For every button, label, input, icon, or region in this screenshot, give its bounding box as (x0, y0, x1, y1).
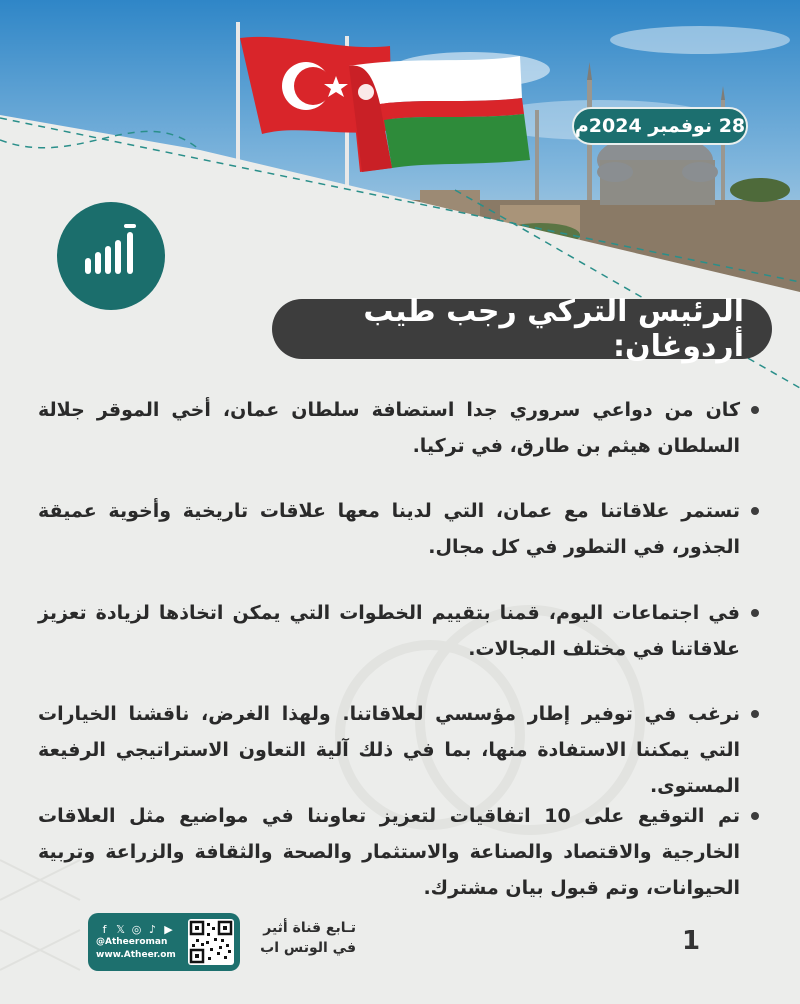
qr-code-icon[interactable] (188, 919, 234, 965)
atheer-logo (57, 202, 165, 310)
x-icon[interactable]: 𝕏 (116, 922, 125, 936)
page-title (272, 294, 772, 364)
list-item: كان من دواعي سروري جدا استضافة سلطان عمان، أخي الموقر جلالة السلطان هيثم بن طارق، في تركيا. (38, 392, 762, 464)
youtube-icon[interactable]: ▶ (164, 922, 173, 936)
social-card[interactable] (88, 913, 240, 971)
list-item: تم التوقيع على 10 اتفاقيات لتعزيز تعاوننا في مواضيع مثل العلاقات الخارجية والاقتصاد والصناعة والاستثمار والصحة والثقافة والزراعة وتربية الحيوانات، وتم قبول بيان مشترك. (38, 798, 762, 906)
page-number: 1 (682, 926, 701, 956)
list-item: في اجتماعات اليوم، قمنا بتقييم الخطوات التي يمكن اتخاذها لزيادة تعزيز علاقاتنا في مختلف المجالات. (38, 595, 762, 667)
social-icons (98, 922, 178, 936)
website-link[interactable]: www.Atheer.om (96, 950, 176, 960)
page-title-text: الرئيس التركي رجب طيب أردوغان: (363, 294, 744, 364)
signal-bars-logo-icon (57, 202, 165, 310)
whatsapp-follow (248, 918, 356, 958)
list-item: تستمر علاقاتنا مع عمان، التي لدينا معها علاقات تاريخية وأخوية عميقة الجذور، في التطور في كل مجال. (38, 493, 762, 565)
tiktok-icon[interactable]: ♪ (148, 922, 157, 936)
list-item: نرغب في توفير إطار مؤسسي لعلاقاتنا. ولهذا الغرض، ناقشنا الخيارات التي يمكننا الاستفادة منها، بما في ذلك آلية التعاون الاستراتيجي الرفيعة المستوى. (38, 696, 762, 804)
date-badge (572, 107, 748, 145)
follow-line1: تـابع قناة أثير (263, 920, 356, 936)
instagram-icon[interactable]: ◎ (131, 922, 142, 936)
social-handle[interactable]: @Atheeroman (96, 937, 168, 947)
date-text: 28 نوفمبر 2024م (574, 115, 746, 137)
follow-line2: في الوتس اب (260, 940, 356, 956)
facebook-icon[interactable]: f (102, 922, 107, 936)
